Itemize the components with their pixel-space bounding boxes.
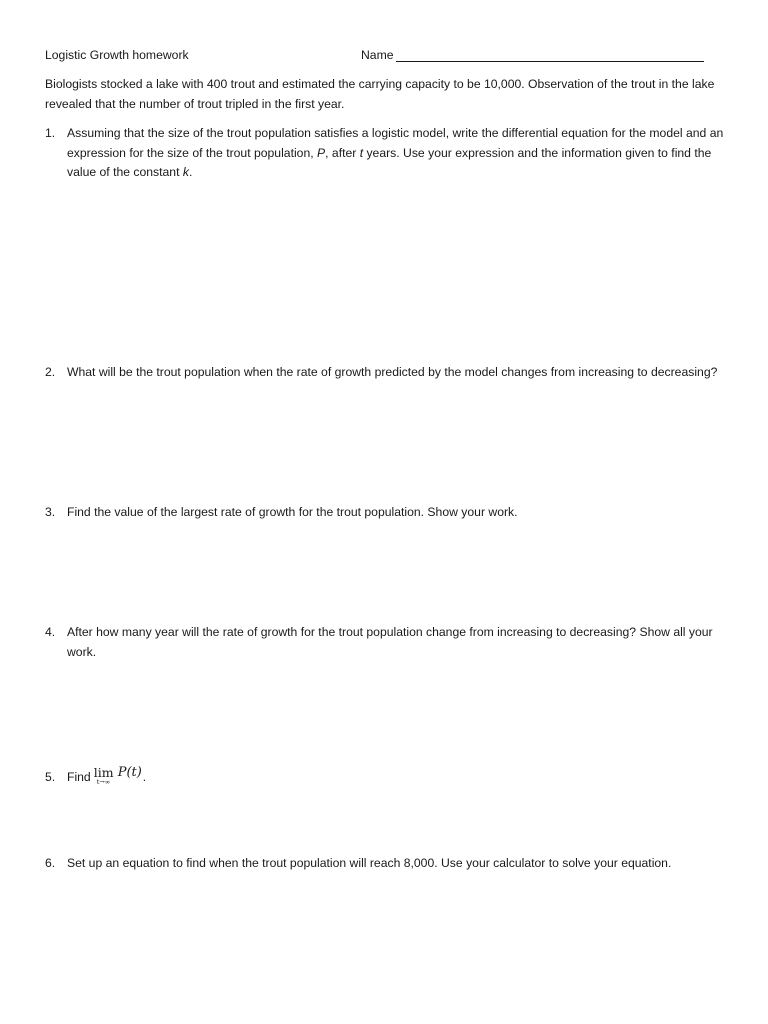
question-number: 3. [45,505,56,519]
name-blank-line [396,61,704,62]
limit-function: P(t) [117,765,142,780]
variable-k: k [182,165,189,179]
question-text: Set up an equation to find when the trout population will reach 8,000. Use your calculator to solve your equation. [67,856,672,870]
variable-t: t [359,145,364,160]
variable-p: P [317,145,326,160]
intro-paragraph: Biologists stocked a lake with 400 trout and estimated the carrying capacity to be 10,000. Observation of the trout in the lake revealed that the number of trout tripled in the first year. [45,77,715,111]
question-number: 4. [45,625,56,639]
question-text: After how many year will the rate of growth for the trout population change from increasing to decreasing? Show all your work. [67,625,713,659]
question-4 [45,623,725,662]
question-text-part: Find [67,770,91,784]
question-text-part: . [142,770,147,784]
limit-subscript: t→∞ [96,778,111,786]
question-number: 1. [45,126,56,140]
question-number: 5. [45,770,56,784]
question-text: Find the value of the largest rate of growth for the trout population. Show your work. [67,505,518,519]
limit-expression [91,765,149,787]
question-3 [45,503,725,523]
question-text [67,124,725,183]
question-text-part: , after [325,145,360,160]
name-label: Name [361,48,394,62]
question-text [67,765,725,788]
question-5 [45,765,725,788]
question-text-part: Assuming that the size of the trout population satisfies a logistic model, write the differential equation for the model and an expression for the size of the trout population, [67,126,724,160]
limit-operator: lim [93,765,114,780]
question-text: What will be the trout population when the rate of growth predicted by the model changes from increasing to decreasing? [67,365,718,379]
header [45,46,715,66]
question-1 [45,124,725,183]
question-2 [45,363,725,383]
question-number: 6. [45,856,56,870]
document-title: Logistic Growth homework [45,48,189,62]
question-text-part: . [188,165,193,179]
question-6 [45,854,725,874]
question-text-part: years. Use your expression and the information given to find the value of the constant [67,145,712,179]
question-number: 2. [45,365,56,379]
